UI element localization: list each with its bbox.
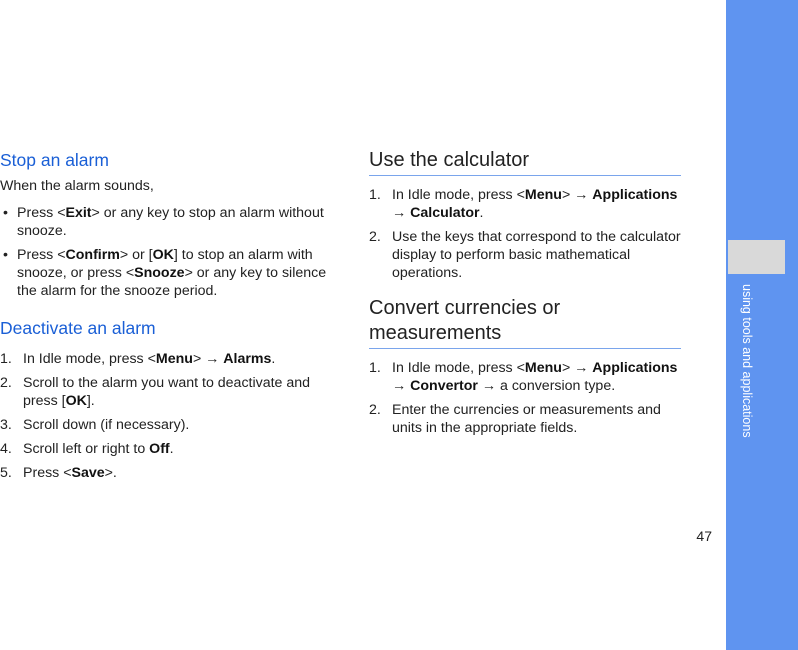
text-run: In Idle mode, press < xyxy=(392,360,525,376)
calculator-section xyxy=(369,148,681,282)
section-tab-marker xyxy=(728,240,785,274)
text-run: > → xyxy=(561,187,593,203)
text-run: Scroll left or right to xyxy=(23,441,150,457)
text-run: → xyxy=(392,378,411,394)
list-item xyxy=(0,246,340,300)
text-run: → xyxy=(392,205,411,221)
text-run: ] to stop an alarm with snooze, or press < xyxy=(17,247,313,281)
text-run: > or [ xyxy=(119,247,153,263)
text-run: > → xyxy=(561,360,593,376)
step-number: 1. xyxy=(369,187,381,203)
key-label: Applications xyxy=(592,187,678,203)
left-column xyxy=(0,148,340,488)
text-run: Press < xyxy=(23,465,72,481)
key-label: Applications xyxy=(592,360,678,376)
key-label: Menu xyxy=(155,351,193,367)
key-label: OK xyxy=(65,393,87,409)
text-run: . xyxy=(479,205,484,221)
text-run: . xyxy=(271,351,276,367)
text-run: → a conversion type. xyxy=(477,378,616,394)
key-label: Menu xyxy=(524,360,562,376)
text-run: In Idle mode, press < xyxy=(392,187,525,203)
text-run: > or any key to stop an alarm without snooze. xyxy=(17,205,324,239)
step-number: 2. xyxy=(369,402,381,418)
stop-alarm-heading: Stop an alarm xyxy=(0,150,109,170)
section-tab-label: using tools and applications xyxy=(740,284,754,438)
deactivate-alarm-steps xyxy=(0,350,340,482)
convert-heading: Convert currencies or measurements xyxy=(369,296,681,349)
deactivate-alarm-heading: Deactivate an alarm xyxy=(0,318,156,338)
text-run: . xyxy=(169,441,174,457)
page-number: 47 xyxy=(696,528,712,544)
key-label: Confirm xyxy=(65,247,120,263)
bullet-dot: • xyxy=(3,247,8,263)
convert-section xyxy=(369,296,681,437)
step-number: 2. xyxy=(369,229,381,245)
right-column xyxy=(369,148,681,443)
section-sidebar xyxy=(726,0,798,650)
calculator-steps xyxy=(369,186,681,282)
step-number: 1. xyxy=(369,360,381,376)
key-label: Convertor xyxy=(410,378,478,394)
list-item xyxy=(0,440,340,458)
list-item xyxy=(0,416,340,434)
step-number: 3. xyxy=(0,417,12,433)
list-item xyxy=(369,359,681,395)
list-item xyxy=(0,464,340,482)
key-label: Off xyxy=(149,441,170,457)
text-run: Use the keys that correspond to the calculator display to perform basic mathematical operations. xyxy=(392,229,681,281)
key-label: Menu xyxy=(524,187,562,203)
bullet-dot: • xyxy=(3,205,8,221)
key-label: Snooze xyxy=(134,265,185,281)
list-item xyxy=(369,186,681,222)
convert-steps xyxy=(369,359,681,437)
stop-alarm-intro: When the alarm sounds, xyxy=(0,178,154,194)
text-run: > → xyxy=(192,351,224,367)
list-item xyxy=(369,401,681,437)
text-run: >. xyxy=(104,465,117,481)
list-item xyxy=(0,350,340,368)
key-label: OK xyxy=(152,247,174,263)
text-run: Scroll to the alarm you want to deactivate and press [ xyxy=(23,375,311,409)
text-run: Press < xyxy=(17,247,66,263)
step-number: 4. xyxy=(0,441,12,457)
deactivate-alarm-section xyxy=(0,316,340,482)
step-number: 2. xyxy=(0,375,12,391)
key-label: Alarms xyxy=(223,351,272,367)
stop-alarm-section xyxy=(0,148,340,300)
step-number: 1. xyxy=(0,351,12,367)
calculator-heading: Use the calculator xyxy=(369,148,681,176)
text-run: ]. xyxy=(86,393,95,409)
list-item xyxy=(0,204,340,240)
text-run: Enter the currencies or measurements and units in the appropriate fields. xyxy=(392,402,661,436)
key-label: Save xyxy=(71,465,105,481)
key-label: Exit xyxy=(65,205,92,221)
list-item xyxy=(0,374,340,410)
list-item xyxy=(369,228,681,282)
text-run: In Idle mode, press < xyxy=(23,351,156,367)
text-run: Scroll down (if necessary). xyxy=(23,417,190,433)
step-number: 5. xyxy=(0,465,12,481)
stop-alarm-bullets xyxy=(0,204,340,300)
text-run: Press < xyxy=(17,205,66,221)
key-label: Calculator xyxy=(410,205,480,221)
text-run: > or any key to silence the alarm for the snooze period. xyxy=(17,265,327,299)
